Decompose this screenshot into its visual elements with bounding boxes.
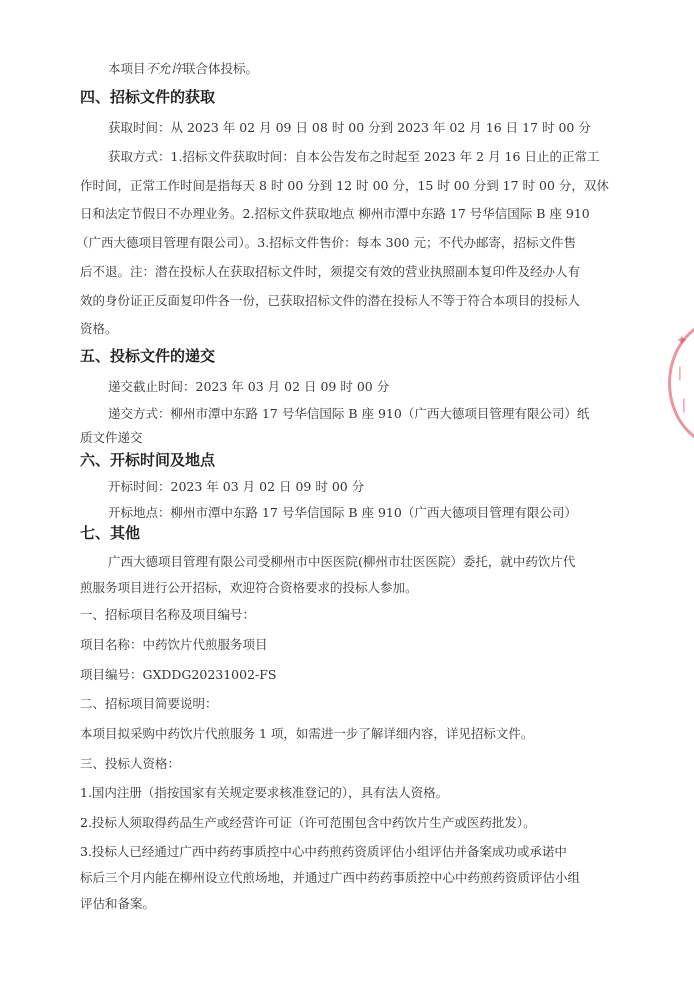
submission-deadline: 递交截止时间：2023 年 03 月 02 日 09 时 00 分	[108, 379, 390, 394]
joint-bid-note	[108, 61, 258, 77]
acquisition-method-line-3: 日和法定节假日不办理业务。2.招标文件获取地点 柳州市潭中东路 17 号华信国际 B 座 910	[80, 206, 590, 221]
opening-time: 开标时间：2023 年 03 月 02 日 09 时 00 分	[108, 479, 365, 494]
joint-bid-note-post: 联合体投标。	[183, 61, 259, 76]
qualification-item-3-line-2: 标后三个月内能在柳州设立代煎场地，并通过广西中药药事质控中心中药煎药资质评估小组	[80, 870, 581, 885]
qualification-item-3-line-3: 评估和备案。	[80, 896, 156, 911]
project-brief: 本项目拟采购中药饮片代煎服务 1 项，如需进一步了解详细内容，详见招标文件。	[80, 726, 534, 741]
seal-mark-2: ❘	[674, 365, 686, 381]
seal-mark-3: ❘	[678, 397, 690, 413]
submission-method-line-1: 递交方式：柳州市潭中东路 17 号华信国际 B 座 910（广西大德项目管理有限公司）纸	[108, 406, 590, 421]
acquisition-method-line-4: （广西大德项目管理有限公司）。3.招标文件售价：每本 300 元；不代办邮寄，招标文件售	[76, 235, 576, 250]
project-name: 项目名称：中药饮片代煎服务项目	[80, 637, 268, 652]
project-brief-heading: 二、招标项目简要说明：	[80, 696, 218, 711]
section-heading-7: 七、其他	[80, 524, 141, 542]
company-seal-stamp	[664, 318, 694, 448]
seal-mark-1: ✦	[676, 333, 688, 349]
section-heading-4: 四、招标文件的获取	[80, 88, 216, 106]
project-number: 项目编号：GXDDG20231002-FS	[80, 667, 277, 682]
acquisition-method-line-1: 获取方式：1.招标文件获取时间：自本公告发布之时起至 2023 年 2 月 16 日止的正常工	[108, 149, 600, 164]
joint-bid-note-italic: 不允许	[145, 61, 184, 76]
acquisition-method-line-6: 效的身份证正反面复印件各一份，已获取招标文件的潜在投标人不等于符合本项目的投标人	[80, 293, 581, 308]
opening-location: 开标地点：柳州市潭中东路 17 号华信国际 B 座 910（广西大德项目管理有限公司）	[108, 505, 577, 520]
section-heading-5: 五、投标文件的递交	[80, 347, 216, 365]
qualification-item-3-line-1: 3.投标人已经通过广西中药药事质控中心中药煎药资质评估小组评估并备案成功或承诺中	[80, 844, 567, 859]
joint-bid-note-pre: 本项目	[108, 61, 146, 76]
project-name-heading: 一、招标项目名称及项目编号：	[80, 607, 256, 622]
other-intro-line-2: 煎服务项目进行公开招标，欢迎符合资格要求的投标人参加。	[80, 580, 418, 595]
submission-method-line-2: 质文件递交	[80, 430, 143, 445]
qualification-heading: 三、投标人资格：	[80, 756, 181, 771]
acquisition-method-line-2: 作时间，正常工作时间是指每天 8 时 00 分到 12 时 00 分，15 时 00 分到 17 时 00 分，双休	[80, 178, 609, 193]
qualification-item-1: 1.国内注册（指按国家有关规定要求核准登记的），具有法人资格。	[80, 785, 449, 800]
qualification-item-2: 2.投标人须取得药品生产或经营许可证（许可范围包含中药饮片生产或医药批发）。	[80, 815, 536, 830]
other-intro-line-1: 广西大德项目管理有限公司受柳州市中医医院(柳州市壮医医院）委托，就中药饮片代	[108, 554, 576, 569]
acquisition-time: 获取时间：从 2023 年 02 月 09 日 08 时 00 分到 2023 年 02 月 16 日 17 时 00 分	[108, 120, 591, 135]
section-heading-6: 六、开标时间及地点	[80, 451, 216, 469]
acquisition-method-line-7: 资格。	[80, 321, 118, 336]
acquisition-method-line-5: 后不退。注：潜在投标人在获取招标文件时，须提交有效的营业执照副本复印件及经办人有	[80, 264, 581, 279]
